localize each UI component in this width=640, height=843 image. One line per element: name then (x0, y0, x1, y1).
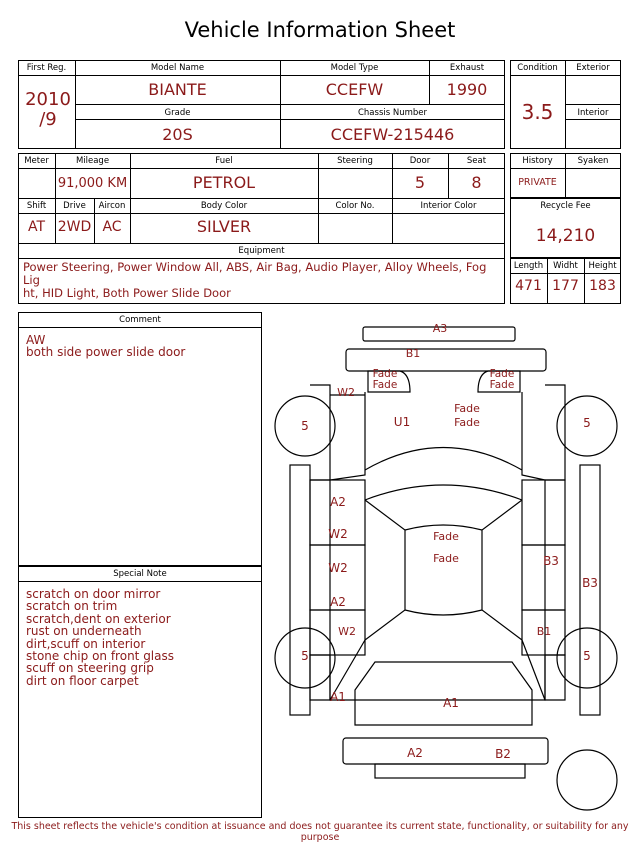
mark-right-rear-door: B3 (543, 554, 559, 568)
width-value: 177 (552, 278, 579, 294)
mark-rear-bumper-left: A2 (407, 746, 423, 760)
comment-label: Comment (119, 315, 161, 325)
width-label: Widht (553, 261, 578, 271)
disclaimer-footer: This sheet reflects the vehicle's condition at issuance and does not guarantee its current state, functionality, or suitability for any purpose (11, 821, 629, 843)
mark-right-rear-fender: B1 (536, 625, 552, 638)
special-note-label: Special Note (113, 569, 167, 579)
sheet-title: Vehicle Information Sheet (184, 18, 456, 42)
comment-text: AW both side power slide door (26, 333, 186, 360)
body-color-label: Body Color (200, 201, 248, 211)
aircon-value: AC (102, 219, 122, 235)
mark-front-bumper: A3 (432, 322, 448, 335)
door-label: Door (409, 156, 431, 166)
mark-headlight-left: Fade Fade (372, 368, 398, 391)
mileage-value: 91,000 KM (57, 176, 128, 191)
length-label: Length (513, 261, 544, 271)
exterior-label: Exterior (576, 63, 610, 73)
grade-value: 20S (162, 125, 193, 144)
fuel-value: PETROL (192, 173, 256, 192)
interior-color-label: Interior Color (420, 201, 477, 211)
syaken-label: Syaken (577, 156, 609, 166)
mark-rear-bumper-right: B2 (495, 747, 511, 761)
seat-label: Seat (466, 156, 487, 166)
door-value: 5 (414, 173, 426, 192)
mark-left-fender: W2 (337, 386, 355, 399)
grade-label: Grade (164, 108, 191, 118)
mark-tire-rear-left: 5 (301, 649, 309, 663)
mark-left-rear-fender: W2 (338, 625, 356, 638)
first-reg-label: First Reg. (26, 63, 67, 73)
height-label: Height (588, 261, 617, 271)
fuel-label: Fuel (215, 156, 233, 166)
history-label: History (522, 156, 553, 166)
mark-windshield: U1 (393, 415, 411, 429)
mark-left-rear-door: W2 A2 (328, 561, 348, 609)
mark-left-quarter: A1 (330, 690, 346, 704)
model-type-value: CCEFW (325, 80, 384, 99)
first-reg-value: 2010 /9 (25, 89, 71, 130)
steering-label: Steering (337, 156, 373, 166)
special-note-text: scratch on door mirror scratch on trim scratch,dent on exterior rust on underneath dirt,scuff on interior stone chip on front glass scuff on steering grip dirt on floor carpet (26, 587, 175, 688)
aircon-label: Aircon (98, 201, 126, 211)
drive-value: 2WD (57, 219, 92, 235)
color-no-label: Color No. (335, 201, 375, 211)
meter-label: Meter (24, 156, 49, 166)
mark-tire-rear-right: 5 (583, 649, 591, 663)
model-name-value: BIANTE (148, 80, 207, 99)
history-value: PRIVATE (518, 177, 557, 188)
equipment-value: Power Steering, Power Window All, ABS, Air Bag, Audio Player, Alloy Wheels, Fog Lig ht, HID Light, Both Power Slide Door (23, 260, 487, 300)
mileage-label: Mileage (75, 156, 110, 166)
shift-label: Shift (26, 201, 47, 211)
mark-tailgate: A1 (443, 696, 459, 710)
mark-tire-front-left: 5 (301, 419, 309, 433)
condition-label: Condition (517, 63, 558, 73)
recycle-fee-value: 14,210 (535, 226, 596, 246)
chassis-label: Chassis Number (357, 108, 428, 118)
shift-value: AT (27, 219, 46, 235)
body-color-value: SILVER (196, 217, 252, 236)
exhaust-label: Exhaust (449, 63, 485, 73)
mark-headlight-right: Fade Fade (489, 368, 515, 391)
mark-roof-top: Fade Fade (454, 402, 480, 429)
seat-value: 8 (471, 173, 482, 192)
drive-label: Drive (63, 201, 86, 211)
mark-right-side: B3 (582, 576, 598, 590)
mark-tire-front-right: 5 (583, 416, 591, 430)
condition-value: 3.5 (521, 100, 554, 124)
height-value: 183 (589, 278, 616, 294)
equipment-label: Equipment (238, 246, 285, 256)
model-type-label: Model Type (330, 63, 379, 73)
length-value: 471 (515, 278, 542, 294)
interior-label: Interior (577, 108, 609, 118)
recycle-fee-label: Recycle Fee (540, 201, 591, 211)
exhaust-value: 1990 (446, 80, 488, 99)
chassis-value: CCEFW-215446 (330, 125, 455, 144)
mark-left-front-door: A2 W2 (328, 495, 348, 541)
mark-hood: B1 (405, 347, 421, 360)
model-name-label: Model Name (150, 63, 205, 73)
mark-roof-center: Fade Fade (433, 530, 459, 565)
